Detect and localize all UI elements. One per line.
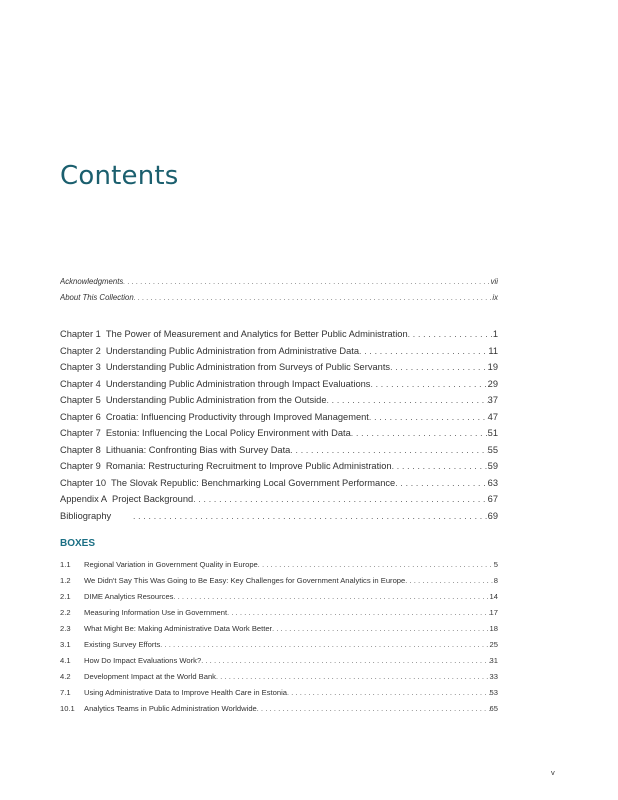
chapter-number: Chapter 3 <box>60 362 101 372</box>
dot-leader <box>287 690 490 697</box>
chapter-title: Croatia: Influencing Productivity through Improved Management <box>105 411 369 422</box>
dot-leader <box>173 594 489 601</box>
toc-box-7-1[interactable] <box>60 688 498 697</box>
dot-leader <box>408 329 493 339</box>
chapter-page: 1 <box>492 329 498 339</box>
box-title: Analytics Teams in Public Administration Worldwide <box>84 704 257 713</box>
box-number: 1.1 <box>60 560 71 569</box>
toc-chapter-6[interactable] <box>60 412 498 422</box>
dot-leader <box>123 279 490 286</box>
dot-leader <box>351 428 488 438</box>
chapter-page: 59 <box>487 461 498 471</box>
chapter-number: Chapter 1 <box>60 329 101 339</box>
box-title: Measuring Information Use in Government <box>84 608 228 617</box>
boxes-heading: BOXES <box>60 538 96 549</box>
toc-entry-acknowledgments[interactable] <box>60 277 498 286</box>
dot-leader <box>390 362 488 372</box>
toc-entry-page: vii <box>490 277 498 286</box>
page-number: v <box>551 768 555 777</box>
box-page: 65 <box>489 704 498 713</box>
box-title: How Do Impact Evaluations Work? <box>84 656 202 665</box>
toc-box-2-1[interactable] <box>60 592 498 601</box>
box-title: DIME Analytics Resources <box>84 592 174 601</box>
toc-box-10-1[interactable] <box>60 704 498 713</box>
chapter-title: Understanding Public Administration through Impact Evaluations <box>105 378 371 389</box>
box-title: Regional Variation in Government Quality in Europe <box>84 560 258 569</box>
chapter-title: Estonia: Influencing the Local Policy Environment with Data <box>105 428 351 438</box>
dot-leader <box>216 674 490 681</box>
box-number: 4.1 <box>60 656 71 665</box>
dot-leader <box>193 494 487 504</box>
toc-box-4-1[interactable] <box>60 656 498 665</box>
chapter-page: 47 <box>487 411 498 422</box>
chapter-title: Understanding Public Administration from the Outside <box>105 395 327 405</box>
box-page: 31 <box>489 656 498 665</box>
box-number: 4.2 <box>60 672 71 681</box>
toc-entry-label: Acknowledgments <box>60 277 124 286</box>
box-number: 10.1 <box>60 704 75 713</box>
toc-chapter-4[interactable] <box>60 379 498 389</box>
toc-chapter-5[interactable] <box>60 395 498 405</box>
box-number: 1.2 <box>60 576 71 585</box>
chapter-number: Chapter 5 <box>60 395 101 405</box>
toc-box-2-2[interactable] <box>60 608 498 617</box>
box-page: 53 <box>489 688 498 697</box>
dot-leader <box>290 445 487 455</box>
dot-leader <box>257 706 490 713</box>
box-title: Using Administrative Data to Improve Health Care in Estonia <box>84 688 288 697</box>
toc-appendix-a[interactable] <box>60 494 498 504</box>
box-number: 2.1 <box>60 592 71 601</box>
chapter-number: Chapter 4 <box>60 378 101 389</box>
box-number: 3.1 <box>60 640 71 649</box>
toc-entry-label: About This Collection <box>60 293 134 302</box>
box-number: 2.3 <box>60 624 71 633</box>
toc-box-3-1[interactable] <box>60 640 498 649</box>
box-page: 17 <box>489 608 498 617</box>
dot-leader <box>258 562 494 569</box>
chapter-title: The Slovak Republic: Benchmarking Local Government Performance <box>111 477 396 488</box>
chapter-page: 63 <box>487 477 498 488</box>
chapter-number: Chapter 7 <box>60 428 101 438</box>
box-page: 33 <box>489 672 498 681</box>
dot-leader <box>201 658 489 665</box>
toc-chapter-10[interactable] <box>60 478 498 488</box>
dot-leader <box>327 395 488 405</box>
dot-leader <box>392 461 488 471</box>
toc-chapter-2[interactable] <box>60 346 498 356</box>
box-page: 8 <box>493 576 498 585</box>
page-title: Contents <box>60 161 179 191</box>
toc-box-2-3[interactable] <box>60 624 498 633</box>
box-number: 2.2 <box>60 608 71 617</box>
chapter-title: Understanding Public Administration from Surveys of Public Servants <box>105 362 391 372</box>
toc-bibliography[interactable] <box>60 511 498 521</box>
box-page: 18 <box>489 624 498 633</box>
box-title: Existing Survey Efforts <box>84 640 161 649</box>
dot-leader <box>133 511 488 521</box>
toc-chapter-9[interactable] <box>60 461 498 471</box>
chapter-number: Appendix A <box>60 494 108 504</box>
chapter-page: 29 <box>487 378 498 389</box>
chapter-page: 69 <box>487 510 498 521</box>
dot-leader <box>405 578 494 585</box>
dot-leader <box>134 295 493 302</box>
chapter-title: Project Background <box>112 494 194 504</box>
dot-leader <box>369 412 488 422</box>
chapter-page: 55 <box>487 444 498 455</box>
chapter-page: 11 <box>488 345 498 356</box>
chapter-number: Chapter 8 <box>60 444 101 455</box>
chapter-page: 51 <box>487 428 498 438</box>
toc-box-1-2[interactable] <box>60 576 498 585</box>
dot-leader <box>370 379 487 389</box>
chapter-number: Chapter 2 <box>60 345 101 356</box>
dot-leader <box>359 346 488 356</box>
chapter-number: Bibliography <box>60 510 112 521</box>
dot-leader <box>160 642 489 649</box>
chapter-number: Chapter 6 <box>60 411 101 422</box>
box-title: We Didn't Say This Was Going to Be Easy: Key Challenges for Government Analytics in Europe <box>84 576 406 585</box>
chapter-page: 37 <box>487 395 498 405</box>
box-title: What Might Be: Making Administrative Data Work Better <box>84 624 273 633</box>
chapter-title: The Power of Measurement and Analytics for Better Public Administration <box>105 329 408 339</box>
toc-box-4-2[interactable] <box>60 672 498 681</box>
box-title: Development Impact at the World Bank <box>84 672 216 681</box>
toc-box-1-1[interactable] <box>60 560 498 569</box>
box-number: 7.1 <box>60 688 71 697</box>
chapter-title: Lithuania: Confronting Bias with Survey Data <box>105 444 291 455</box>
chapter-page: 19 <box>487 362 498 372</box>
box-page: 5 <box>493 560 498 569</box>
toc-chapter-1[interactable] <box>60 329 498 339</box>
box-page: 25 <box>489 640 498 649</box>
toc-chapter-7[interactable] <box>60 428 498 438</box>
dot-leader <box>395 478 487 488</box>
box-page: 14 <box>489 592 498 601</box>
chapter-page: 67 <box>487 494 498 504</box>
toc-chapter-8[interactable] <box>60 445 498 455</box>
toc-entry-page: ix <box>492 293 498 302</box>
chapter-number: Chapter 9 <box>60 461 101 471</box>
dot-leader <box>272 626 489 633</box>
toc-entry-about-collection[interactable] <box>60 293 498 302</box>
dot-leader <box>227 610 489 617</box>
chapter-title: Romania: Restructuring Recruitment to Improve Public Administration <box>105 461 392 471</box>
toc-chapter-3[interactable] <box>60 362 498 372</box>
chapter-title: Understanding Public Administration from Administrative Data <box>105 345 360 356</box>
chapter-number: Chapter 10 <box>60 477 106 488</box>
